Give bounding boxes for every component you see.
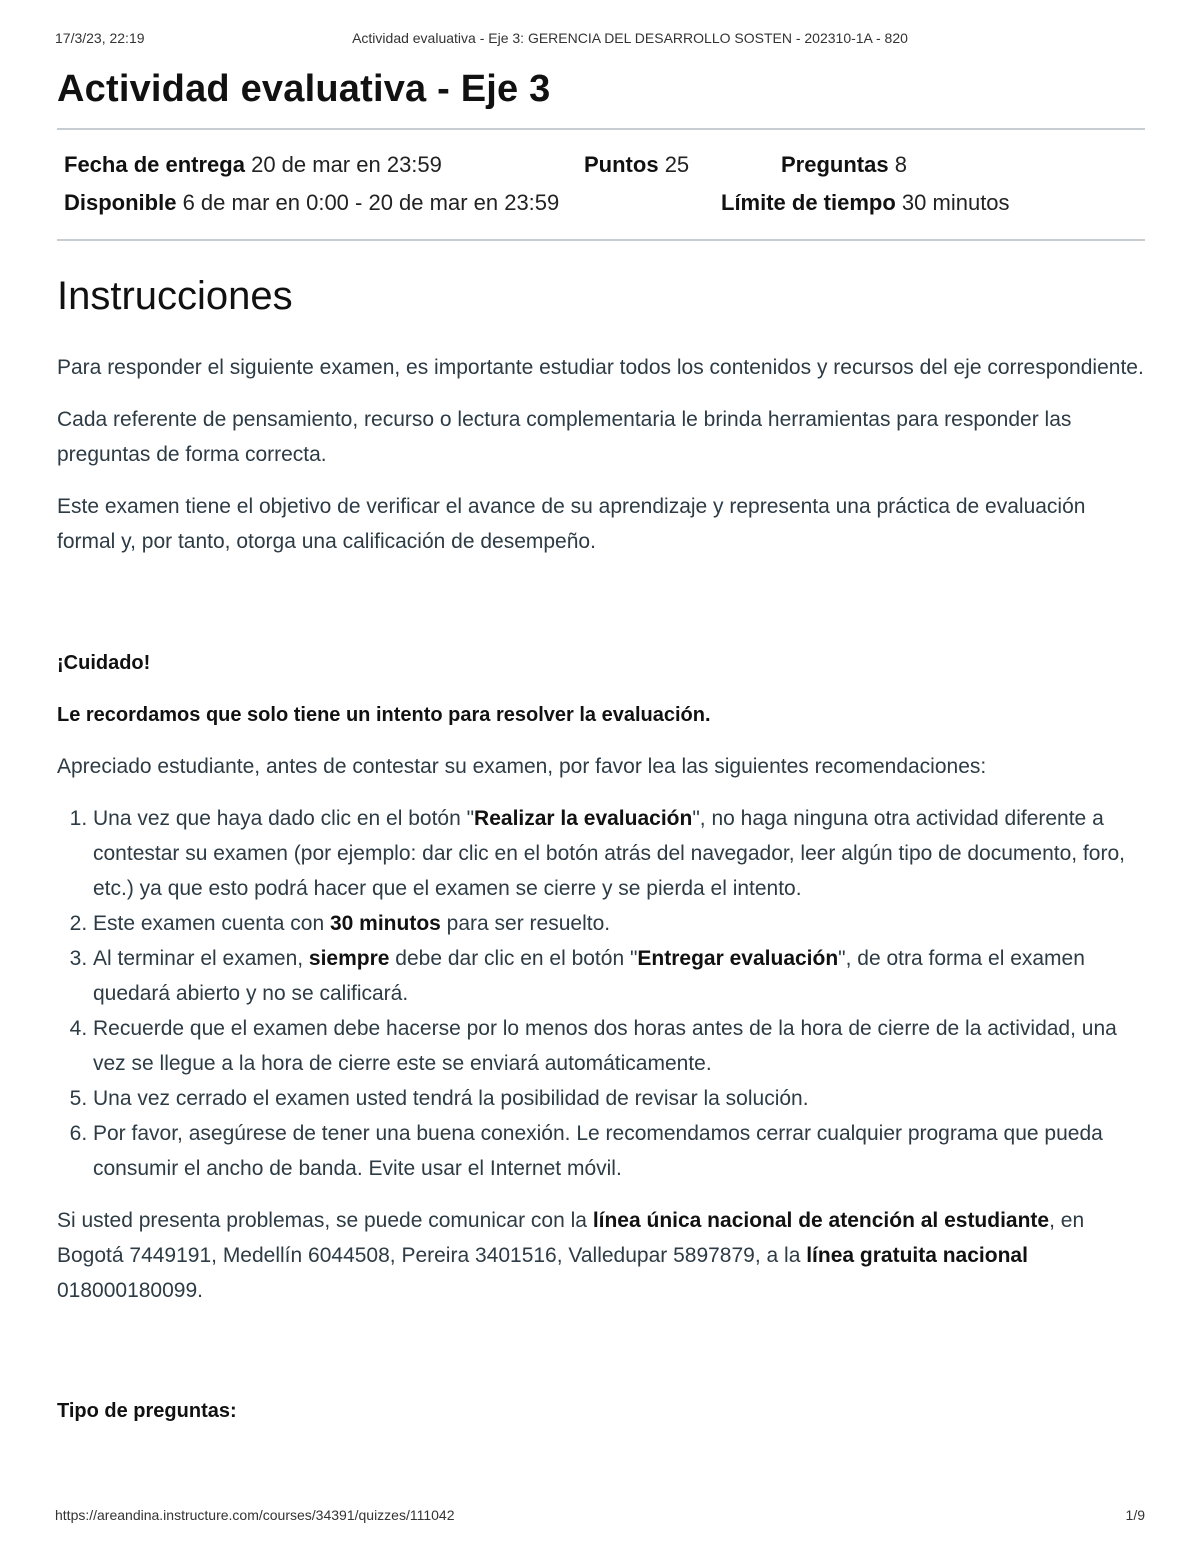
contact-text: , en Bogotá 7449191, Medellín 6044508, Pereira 3401516, Valledupar 5897879, a la [57,1209,1085,1267]
list-item-text: ", de otra forma el examen quedará abierto y no se calificará. [93,947,1085,1005]
list-item [93,801,1145,906]
list-item-bold: 30 minutos [329,912,441,935]
list-item-text: ", no haga ninguna otra actividad diferente a contestar su examen (por ejemplo: dar clic en el botón atrás del navegador, leer algún tipo de documento, foro, etc.) ya que esto podrá hacer que el examen se cierre y se pierda el intento. [93,807,1125,900]
questions-count [781,146,907,184]
page-title: Actividad evaluativa - Eje 3 [57,68,551,110]
due-date [64,146,442,184]
page-number: 1/9 [1125,1507,1145,1523]
warning-text: ¡Cuidado! [57,652,151,674]
contact-text: Si usted presenta problemas, se puede comunicar con la [57,1209,593,1232]
list-item [93,906,1145,941]
time-limit-value: 30 minutos [901,190,1010,215]
recommendations-intro: Apreciado estudiante, antes de contestar su examen, por favor lea las siguientes recomendaciones: [57,755,987,778]
time-limit-label: Límite de tiempo [721,190,896,215]
contact-bold: línea gratuita nacional [806,1244,1028,1267]
quiz-details-row-1 [64,146,1145,184]
questions-label: Preguntas [781,152,889,177]
points-value: 25 [664,152,690,177]
quiz-details [57,128,1145,241]
list-item-text: Al terminar el examen, [93,947,309,970]
print-document-title: Actividad evaluativa - Eje 3: GERENCIA DEL DESARROLLO SOSTEN - 202310-1A - 820 [352,30,908,46]
instructions-paragraph-2: Cada referente de pensamiento, recurso o lectura complementaria le brinda herramientas para responder las preguntas de forma correcta. [57,408,1072,466]
availability-value: 6 de mar en 0:00 - 20 de mar en 23:59 [182,190,560,215]
list-item: 4. Recuerde que el examen debe hacerse por lo menos dos horas antes de la hora de cierre de la actividad, una vez se llegue a la hora de cierre este se enviará automáticamente. [93,1011,1145,1081]
list-item-text: para ser resuelto. [440,912,611,935]
question-types-heading: Tipo de preguntas: [57,1400,237,1422]
list-item [93,941,1145,1011]
instructions-paragraph-1: Para responder el siguiente examen, es importante estudiar todos los contenidos y recursos del eje correspondiente. [57,356,1144,379]
contact-info [57,1203,1145,1308]
quiz-content [57,66,1145,1429]
time-limit [721,184,1010,222]
availability [64,184,559,222]
points-label: Puntos [584,152,659,177]
quiz-details-row-2 [64,184,1145,222]
instructions-heading: Instrucciones [57,274,293,318]
list-item-bold: Entregar evaluación [637,947,839,970]
availability-label: Disponible [64,190,177,215]
list-item: 6. Por favor, asegúrese de tener una buena conexión. Le recomendamos cerrar cualquier programa que pueda consumir el ancho de banda. Evite usar el Internet móvil. [93,1116,1145,1186]
list-item-bold: siempre [308,947,390,970]
list-item-text: Este examen cuenta con [93,912,330,935]
contact-text: 018000180099. [57,1279,203,1302]
questions-value: 8 [894,152,907,177]
due-date-value: 20 de mar en 23:59 [251,152,442,177]
contact-bold: línea única nacional de atención al estudiante [592,1209,1050,1232]
points [584,146,689,184]
print-datetime: 17/3/23, 22:19 [55,30,145,46]
attempt-reminder: Le recordamos que solo tiene un intento para resolver la evaluación. [57,704,711,726]
instructions-paragraph-3: Este examen tiene el objetivo de verificar el avance de su aprendizaje y representa una práctica de evaluación formal y, por tanto, otorga una calificación de desempeño. [57,495,1086,553]
list-item-text: debe dar clic en el botón " [389,947,638,970]
due-date-label: Fecha de entrega [64,152,245,177]
recommendations-list [57,801,1145,1186]
list-item-text: Una vez que haya dado clic en el botón " [93,807,475,830]
list-item: 5. Una vez cerrado el examen usted tendrá la posibilidad de revisar la solución. [93,1081,1145,1116]
list-item-bold: Realizar la evaluación [474,807,693,830]
print-url: https://areandina.instructure.com/courses/34391/quizzes/111042 [55,1507,455,1523]
